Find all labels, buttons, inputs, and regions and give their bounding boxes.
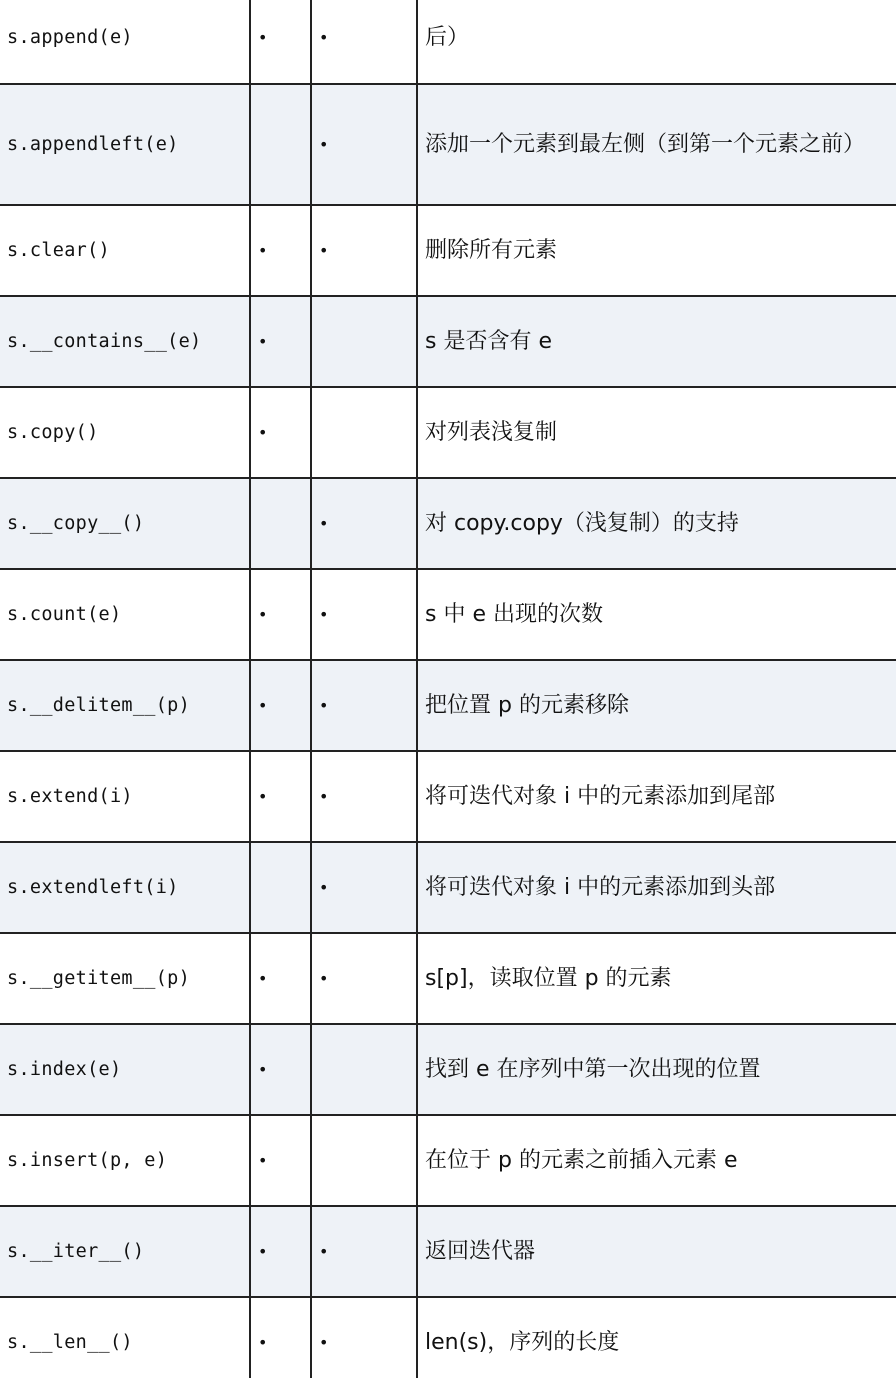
description-cell: 对列表浅复制	[417, 387, 896, 478]
table-row	[0, 205, 896, 296]
list-support-cell: •	[250, 569, 311, 660]
table-row	[0, 751, 896, 842]
list-support-cell: •	[250, 933, 311, 1024]
table-row	[0, 1297, 896, 1378]
table-row	[0, 660, 896, 751]
list-support-cell: •	[250, 205, 311, 296]
method-cell: s.copy()	[0, 387, 250, 478]
description-cell: s 是否含有 e	[417, 296, 896, 387]
description-cell: len(s)，序列的长度	[417, 1297, 896, 1378]
deque-support-cell	[311, 1115, 417, 1206]
table-row	[0, 0, 896, 84]
table-row	[0, 933, 896, 1024]
description-cell: 找到 e 在序列中第一次出现的位置	[417, 1024, 896, 1115]
deque-support-cell: •	[311, 205, 417, 296]
list-support-cell: •	[250, 1024, 311, 1115]
table-row	[0, 842, 896, 933]
method-cell: s.insert(p, e)	[0, 1115, 250, 1206]
deque-support-cell: •	[311, 751, 417, 842]
method-cell: s.appendleft(e)	[0, 84, 250, 205]
list-support-cell: •	[250, 296, 311, 387]
method-cell: s.__delitem__(p)	[0, 660, 250, 751]
method-cell: s.index(e)	[0, 1024, 250, 1115]
method-cell: s.extendleft(i)	[0, 842, 250, 933]
list-support-cell: •	[250, 660, 311, 751]
method-cell: s.__len__()	[0, 1297, 250, 1378]
table-row	[0, 387, 896, 478]
table-row	[0, 1024, 896, 1115]
table-row	[0, 1115, 896, 1206]
list-support-cell	[250, 84, 311, 205]
table-row	[0, 296, 896, 387]
list-support-cell: •	[250, 1297, 311, 1378]
deque-support-cell: •	[311, 933, 417, 1024]
deque-support-cell: •	[311, 1297, 417, 1378]
description-cell: 删除所有元素	[417, 205, 896, 296]
deque-support-cell: •	[311, 0, 417, 84]
method-cell: s.append(e)	[0, 0, 250, 84]
table-row	[0, 569, 896, 660]
deque-support-cell	[311, 296, 417, 387]
list-support-cell: •	[250, 1206, 311, 1297]
list-support-cell: •	[250, 0, 311, 84]
method-cell: s.count(e)	[0, 569, 250, 660]
list-support-cell	[250, 842, 311, 933]
method-cell: s.extend(i)	[0, 751, 250, 842]
deque-support-cell: •	[311, 842, 417, 933]
list-support-cell	[250, 478, 311, 569]
deque-support-cell: •	[311, 478, 417, 569]
description-cell: 对 copy.copy（浅复制）的支持	[417, 478, 896, 569]
deque-support-cell: •	[311, 660, 417, 751]
method-cell: s.__contains__(e)	[0, 296, 250, 387]
method-cell: s.__getitem__(p)	[0, 933, 250, 1024]
deque-support-cell: •	[311, 1206, 417, 1297]
deque-support-cell	[311, 387, 417, 478]
description-cell: s 中 e 出现的次数	[417, 569, 896, 660]
table-row	[0, 84, 896, 205]
description-cell: 将可迭代对象 i 中的元素添加到头部	[417, 842, 896, 933]
description-cell: s[p]，读取位置 p 的元素	[417, 933, 896, 1024]
deque-support-cell: •	[311, 569, 417, 660]
description-cell: 把位置 p 的元素移除	[417, 660, 896, 751]
table-row	[0, 478, 896, 569]
description-cell: 将可迭代对象 i 中的元素添加到尾部	[417, 751, 896, 842]
method-cell: s.clear()	[0, 205, 250, 296]
description-cell: 在位于 p 的元素之前插入元素 e	[417, 1115, 896, 1206]
table-row	[0, 1206, 896, 1297]
deque-support-cell: •	[311, 84, 417, 205]
list-support-cell: •	[250, 1115, 311, 1206]
list-support-cell: •	[250, 387, 311, 478]
deque-support-cell	[311, 1024, 417, 1115]
method-cell: s.__copy__()	[0, 478, 250, 569]
list-support-cell: •	[250, 751, 311, 842]
description-cell: 添加一个元素到最左侧（到第一个元素之前）	[417, 84, 896, 205]
description-cell: 后）	[417, 0, 896, 84]
method-cell: s.__iter__()	[0, 1206, 250, 1297]
description-cell: 返回迭代器	[417, 1206, 896, 1297]
